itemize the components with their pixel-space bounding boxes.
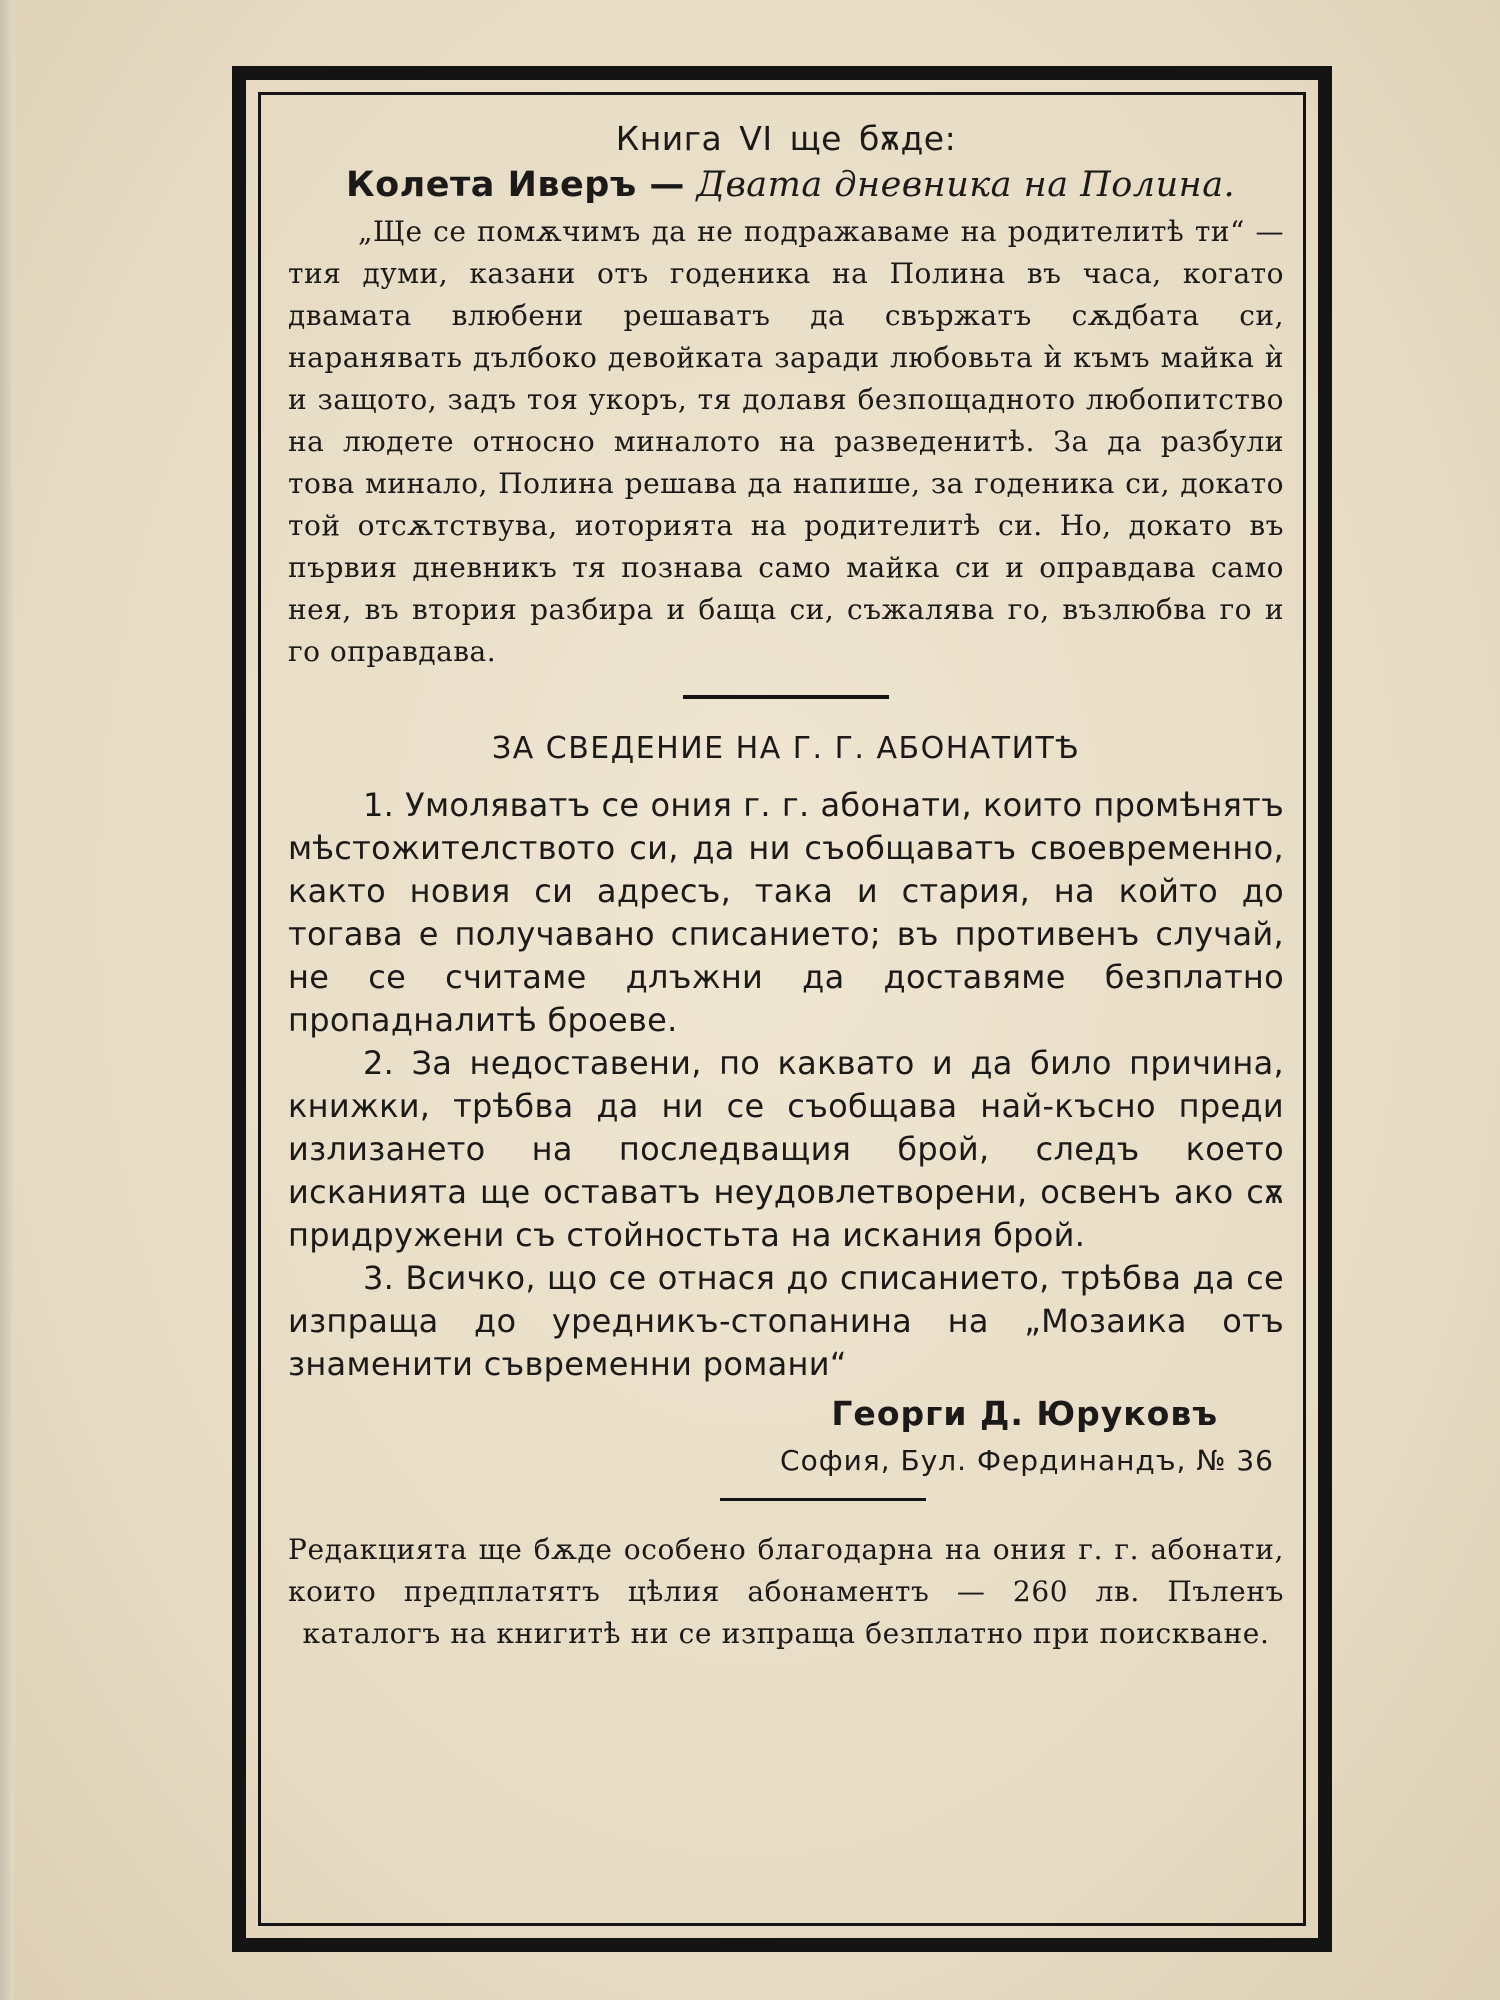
publisher-signature: Георги Д. Юруковъ bbox=[831, 1394, 1218, 1433]
notice-title: ЗА СВЕДЕНИЕ НА Г. Г. АБОНАТИТѢ bbox=[491, 731, 1081, 766]
footer-section bbox=[288, 1529, 1284, 1655]
subscribers-notice-section bbox=[288, 727, 1284, 1482]
footer-divider bbox=[720, 1498, 926, 1501]
notice-item-1: 1. Умоляватъ се ония г. г. абонати, които промѣнятъ мѣстожителството си, да ни съобщаватъ своевременно, както новия си адресъ, така и стария, на който до тогава е получавано списанието; въ противенъ случай, не се считаме длъжни да доставяме безплатно пропадналитѣ броеве. bbox=[288, 786, 1284, 1039]
publisher-address: София, Бул. Фердинандъ, № 36 bbox=[780, 1444, 1274, 1477]
book-author: Колета Иверъ — bbox=[346, 165, 685, 205]
notice-item-2: 2. За недоставени, по каквато и да било причина, книжки, трѣбва да ни се съобщава най-късно преди излизането на последващия брой, следъ което исканията ще оставатъ неудовлетворени, освенъ ако сѫ придружени съ стойностьта на искания брой. bbox=[288, 1044, 1284, 1254]
book-description: „Ще се помѫчимъ да не подражаваме на родителитѣ ти“ — тия думи, казани отъ годеника на Полина въ часа, когато двамата влюбени решаватъ да свържатъ сѫдбата си, наранявать дълбоко девойката заради любовьта ѝ къмъ майка ѝ и защото, задъ тоя укоръ, тя долавя безпощадното любопитство на людете относно миналото на разведенитѣ. За да разбули това минало, Полина решава да напише, за годеника си, докато той отсѫтствува, иоторията на родителитѣ си. Но, докато въ първия дневникъ тя познава само майка си и оправдава само нея, въ втория разбира и баща си, съжалява го, възлюбва го и го оправдава. bbox=[288, 215, 1284, 668]
page-edge bbox=[0, 0, 14, 2000]
upcoming-book-heading: Книга VI ще бѫде: bbox=[615, 119, 957, 158]
section-divider bbox=[683, 695, 889, 699]
upcoming-book-section bbox=[288, 118, 1284, 673]
book-title: Двата дневника на Полина. bbox=[696, 165, 1236, 205]
page-content bbox=[288, 118, 1284, 1918]
footer-note: Редакцията ще бѫде особено благодарна на ония г. г. абонати, които предплатятъ цѣлия абонаментъ — 260 лв. Пъленъ каталогъ на книгитѣ ни се изпраща безплатно при поискване. bbox=[288, 1533, 1284, 1650]
upcoming-book-line bbox=[288, 159, 1284, 211]
notice-item-3: 3. Всичко, що се отнася до списанието, трѣбва да се изпраща до уредникъ-стопанина на „Мозаика отъ знаменити съвременни романи“ bbox=[288, 1259, 1284, 1383]
